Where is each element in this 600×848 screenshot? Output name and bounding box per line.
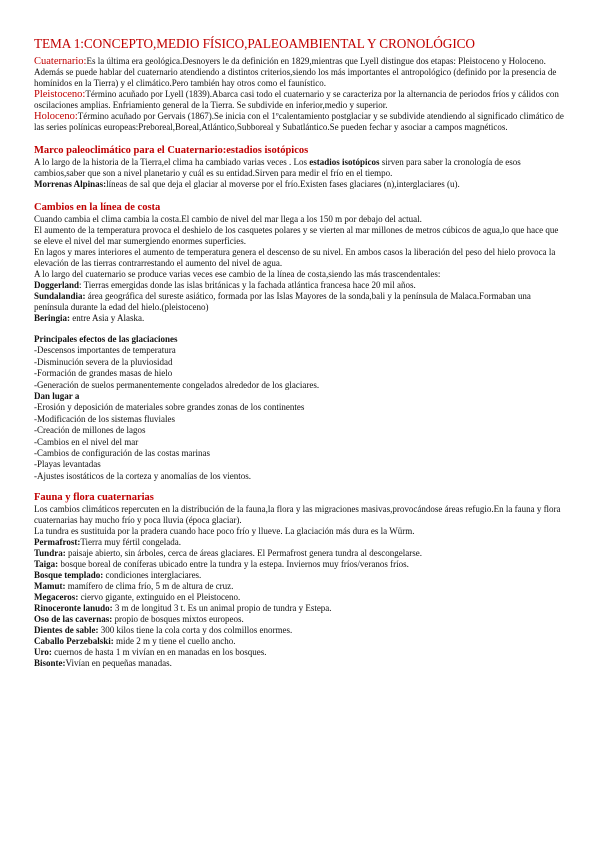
paragraph-morrenas: [34, 179, 566, 190]
text-oso: propio de bosques mixtos europeos.: [112, 614, 244, 625]
list-item: [34, 636, 566, 647]
list-item: [34, 581, 566, 592]
list-item: [34, 614, 566, 625]
term-taiga: Taiga:: [34, 559, 59, 570]
list-item: -Generación de suelos permanentemente congelados alrededor de los glaciares.: [34, 379, 320, 390]
list-item: [34, 313, 566, 324]
text-dientes-sable: 300 kilos tiene la cola corta y dos colmillos enormes.: [98, 625, 293, 636]
text-taiga: bosque boreal de coníferas ubicado entre la tundra y la estepa. Inviernos muy fríos/veranos fríos.: [58, 559, 409, 570]
section-marco: [34, 145, 566, 190]
heading-cambios: Cambios en la línea de costa: [34, 202, 161, 213]
term-pleistoceno: Pleistoceno:: [34, 89, 86, 100]
cambios-line: Cuando cambia el clima cambia la costa.El cambio de nivel del mar llega a los 150 m por debajo del actual.: [34, 214, 422, 224]
heading-marco: Marco paleoclimático para el Cuaternario:estadios isotópicos: [34, 145, 309, 156]
text-mamut: mamífero de clima frío, 5 m de altura de cruz.: [65, 581, 234, 592]
section-efectos: [34, 334, 566, 482]
heading-dan-lugar: [34, 391, 566, 402]
term-tundra: Tundra:: [34, 548, 66, 559]
list-item: [34, 647, 566, 658]
text-estadios-a: A lo largo de la historia de la Tierra,el clima ha cambiado varias veces . Los: [34, 157, 310, 167]
list-item: -Modificación de los sistemas fluviales: [34, 413, 175, 424]
term-rinoceronte: Rinoceronte lanudo:: [34, 603, 113, 614]
cambios-line: En lagos y mares interiores el aumento de temperatura genera el descenso de su nivel. En ambos casos la liberación del peso del hielo provoca la elevación de las tierras contrarrestando el aumento del nivel de agua.: [34, 247, 556, 268]
fauna-line: La tundra es sustituida por la pradera cuando hace poco frío y llueve. La glaciación más dura es la Würm.: [34, 526, 415, 537]
text-caballo: mide 2 m y tiene el cuello ancho.: [113, 636, 236, 647]
term-estadios: estadios isotópicos: [309, 157, 380, 167]
list-item: [34, 592, 566, 603]
term-permafrost: Permafrost:: [34, 537, 81, 548]
heading-efectos: [34, 334, 566, 345]
list-item: [34, 570, 566, 581]
term-megaceros: Megaceros:: [34, 592, 79, 603]
list-item: -Descensos importantes de temperatura: [34, 345, 176, 356]
list-item: [34, 537, 566, 548]
list-item: -Playas levantadas: [34, 459, 101, 470]
text-estadios-c: sirven para saber la cronología de esos cambios,saber que son a nivel planetario y cuál es su entidad.Sirven para medir el frío en el tiempo.: [34, 157, 521, 178]
list-item: -Formación de grandes masas de hielo: [34, 368, 173, 379]
section-fauna: [34, 492, 566, 669]
text-bisonte: Vivían en pequeñas manadas.: [65, 658, 172, 669]
list-item: -Disminución severa de la pluviosidad: [34, 356, 173, 367]
document-page: [34, 36, 566, 669]
list-item: [34, 280, 566, 291]
list-item: -Ajustes isostáticos de la corteza y anomalías de los vientos.: [34, 470, 251, 481]
term-bisonte: Bisonte:: [34, 658, 66, 669]
list-item: [34, 625, 566, 636]
term-caballo: Caballo Perzebalski:: [34, 636, 114, 647]
text-morrenas: líneas de sal que deja el glaciar al moverse por el frío.Existen fases glaciares (n),interglaciares (u).: [106, 179, 460, 189]
term-beringia: Beringia:: [34, 313, 70, 323]
text-cuaternario: Es la última era geológica.Desnoyers le da definición en 1829,mientras que Lyell distingue dos etapas: Pleistoceno y Holoceno. Además se puede hablar del cuaternario atendiendo a distintos criterios,siendo los más importantes el antropológico (definido por la presencia de homínidos en la Tierra) y el climático.Pero también hay otros como el faunístico.: [34, 56, 557, 88]
list-item: -Erosión y deposición de materiales sobre grandes zonas de los continentes: [34, 402, 305, 413]
list-item: -Creación de millones de lagos: [34, 425, 146, 436]
term-mamut: Mamut:: [34, 581, 66, 592]
heading-efectos-text: Principales efectos de las glaciaciones: [34, 334, 178, 344]
list-item: [34, 291, 566, 313]
term-bosque: Bosque templado:: [34, 570, 104, 581]
section-cambios: [34, 202, 566, 324]
page-title: TEMA 1:CONCEPTO,MEDIO FÍSICO,PALEOAMBIENTAL Y CRONOLÓGICO: [34, 36, 475, 51]
heading-dan-lugar-text: Dan lugar a: [34, 391, 80, 402]
cambios-line: El aumento de la temperatura provoca el deshielo de los casquetes polares y se vierten al mar millones de metros cúbicos de agua,lo que hace que se eleve el nivel del mar sumergiendo enormes superficies.: [34, 225, 559, 246]
text-megaceros: ciervo gigante, extinguido en el Pleistoceno.: [78, 592, 241, 603]
text-holoceno: Término acuñado por Gervais (1867).Se inicia con el 1ºcalentamiento postglaciar y se subdivide atendiendo al significado climático de las series polínicas europeas:Preboreal,Boreal,Atlántico,Subboreal y Subatlántico.Se pueden fechar y asociar a campos magnéticos.: [34, 111, 564, 132]
paragraph-holoceno: [34, 111, 566, 133]
term-morrenas: Morrenas Alpinas:: [34, 179, 107, 189]
term-holoceno: Holoceno:: [34, 111, 78, 122]
text-bosque: condiciones interglaciares.: [103, 570, 202, 581]
text-sundalandia: área geográfica del sureste asiático, formada por las Islas Mayores de la sonda,bali y la península de Malaca.Formaban una península durante la edad del hielo.(pleistoceno): [34, 291, 531, 312]
paragraph-cuaternario: [34, 56, 566, 89]
term-dientes-sable: Dientes de sable:: [34, 625, 99, 636]
term-cuaternario: Cuaternario:: [34, 56, 87, 67]
fauna-line: Los cambios climáticos repercuten en la distribución de la fauna,la flora y las migraciones masivas,provocándose áreas refugio.En la fauna y flora cuaternarias hay mucho frío y poca lluvia (época glaciar).: [34, 504, 561, 526]
paragraph-pleistoceno: [34, 89, 566, 111]
list-item: -Cambios en el nivel del mar: [34, 436, 139, 447]
term-uro: Uro:: [34, 647, 52, 658]
heading-fauna: Fauna y flora cuaternarias: [34, 492, 154, 504]
list-item: [34, 559, 566, 570]
list-item: [34, 548, 566, 559]
term-sundalandia: Sundalandia:: [34, 291, 86, 301]
text-permafrost: Tierra muy fértil congelada.: [80, 537, 181, 548]
cambios-line: A lo largo del cuaternario se produce varias veces ese cambio de la línea de costa,siendo las más trascendentales:: [34, 269, 441, 279]
text-beringia: entre Asia y Alaska.: [70, 313, 145, 323]
paragraph-estadios: [34, 157, 566, 179]
text-uro: cuernos de hasta 1 m vivían en en manadas en los bosques.: [51, 647, 267, 658]
list-item: [34, 603, 566, 614]
text-pleistoceno: Término acuñado por Lyell (1839).Abarca casi todo el cuaternario y se caracteriza por la alternancia de periodos fríos y cálidos con oscilaciones amplias. Enfriamiento general de la Tierra. Se subdivide en inferior,medio y superior.: [34, 89, 559, 110]
list-item: -Cambios de configuración de las costas marinas: [34, 448, 210, 459]
list-item: [34, 658, 566, 669]
text-rinoceronte: 3 m de longitud 3 t. Es un animal propio de tundra y Estepa.: [112, 603, 332, 614]
term-oso: Oso de las cavernas:: [34, 614, 113, 625]
text-doggerland: : Tierras emergidas donde las islas británicas y la fachada atlántica francesa hace 20 mil años.: [79, 280, 416, 290]
text-tundra: paisaje abierto, sin árboles, cerca de áreas glaciares. El Permafrost genera tundra al descongelarse.: [65, 548, 423, 559]
term-doggerland: Doggerland: [34, 280, 79, 290]
